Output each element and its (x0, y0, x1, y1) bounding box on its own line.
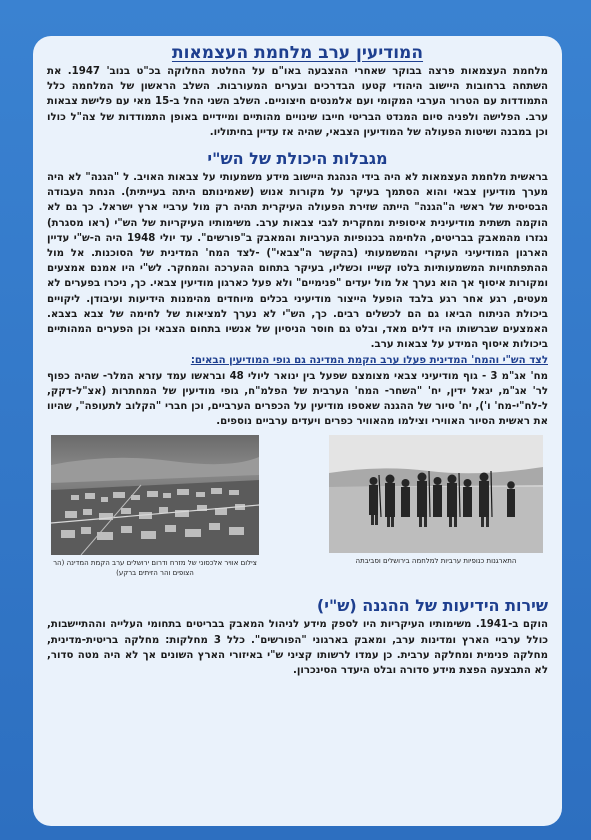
section-paragraph: הוקם ב-1941. משימותיו העיקריות היו לספק מידע לניהול המאבק בבריטים בתחומי העלייה וההתיישבות, כולל ערביי הארץ ומדינות ערב, ומאבק בארגוני "הפורשים". כלל 3 מחלקות: מחלקה בריטית-מדינית, מחלקה פנימית ומחלקה ערבית. כן עמדו לרשותו קציני ש"י באיזורי הארץ השונים אך לא היה מטה סדור, לא התבצעה הפצת מידע סדורה ובלט היעדר הסינכרון. (47, 619, 548, 677)
photo-row (47, 435, 548, 587)
aerial-photo-caption: צילום אוויר אלכסוני של מזרח ודרום ירושלים ערב הקמת המדינה (הר הצופים והר הזיתים ברקע) (53, 559, 257, 578)
aerial-jerusalem-photo (51, 435, 259, 555)
aerial-photo-figure (51, 435, 259, 578)
section-paragraph: מח' אג"מ 3 - גוף מודיעיני צבאי מצומצם שפעל בין ינואר ליולי 48 ובראשו עמד עזרא המלר- שהיה כפוף לר' אג"מ, יגאל ידין, יח' "השחר- המח' הערבית של הפלמ"ח, גופי מודיעין של המחתרות (אצ"ל-דקק, ל-לח"י-מח' ו'), יח' סיור של ההגנה שאספו מודיעין על הכפרים הערביים, וכן חברי "הקלוב לתעופה", שהיוו את ראשית הסיור האווירי וצילמו מהאוויר כפרים ויעדים ערביים נוספים. (47, 370, 548, 428)
militia-photo-caption: התארגנות כנופיות ערביות למלחמה בירושלים וסביבתה (355, 557, 517, 566)
section-subheading: לצד הש"י והמח' המדינית פעלו ערב הקמת המדינה גם גופי המודיעין הבאים: (190, 355, 548, 367)
arab-militia-photo (329, 435, 543, 553)
section-paragraph: בראשית מלחמת העצמאות לא היה בידי הנהגת היישוב מידע משמעותי על צבאות האויב. ל "הגנה" לא היה מערך מודיעין צבאי והוא הסתמך בעיקר על מקורות אנוש (שאמינותם היתה בעייתית). הנחת העבודה הבסיסית של ראשי ה"הגנה" הייתה שזירת הפעולה העיקרית תהיה רק מול ערביי ארץ ישראל. כך גם לא הוקמה תשתית מודיעינית איסופית ומחקרית לגבי צבאות ערב. משימותיו העיקריות של הש"י (ראו מסגרת) נגזרו מהמאבק בבריטים, הלחימה בכנופיות הערביות והמאבק ב"פורשים". עד יולי 1948 היה ה-ש"י עדיין הארגון המודיעיני העיקרי והמשמעותי (בהקשר ה"צבאי") -לצד המח' המדינית של הסוכנות. אל מול ההתפתחויות המשמעותיות בלטו קשייו וכשליו, בעיקר בתחום ההערכה והמחקר. לש"י היו אמנם אמצעים ומקורות איסוף אך הוא נערך אל מול יעדים "פנימיים" ולא פעל כארגון מודיעין צבאי. כך, ניכרו בפערים לא מעטים, רגע אחר רגע בלבד הופעל הייצור מודיעיני בכלים מיוחדים מהימנות הידיעות ועיבודן. ליקויים ביכולת הניתוח הביאו גם הם לכשלים רבים. כך, הש"י לא נערך למציאות של לחימה של צבא בצבא. האמצעים שברשותו היו דלים מאד, ובלט גם חוסר הניסיון של אנשיו בתחום הצבאי וכן הפערים המהותיים ביכולות איסוף המידע על צבאות ערב. (47, 172, 549, 351)
section-title-shai-service: שירות הידיעות של ההגנה (ש"י) (316, 596, 548, 616)
section-title-intelligence-before-war: המודיעין ערב מלחמת העצמאות (171, 43, 424, 63)
militia-photo-figure (329, 435, 543, 566)
content-card (33, 36, 562, 826)
section-paragraph: מלחמת העצמאות פרצה בבוקר שאחרי ההצבעה באו"ם על החלטת החלוקה בכ"ט בנוב' 1947. את השתחה ברחובות היישוב היהודי קטעו הבדרכים ובערים המעורבות. השלב הראשון של המלחמה כלל התמודדות עם הטרור הערבי המקומי ועם אלמנטים חיצוניים. השלב השני החל ב-15 מאי עם פלישת צבאות ערב. הפלישה ולפניה סיום המנדט הבריטי חייבו שינויים מהותיים ומיידיים באופן התמודדות של צה"ל כולו וכן במבנה ושיטות הפעולה של המודיעין הצבאי, שהיה אז עדיין בחיתוליו. (47, 66, 549, 138)
section-title-shai-limitations: מגבלות היכולת של הש"י (207, 149, 388, 169)
